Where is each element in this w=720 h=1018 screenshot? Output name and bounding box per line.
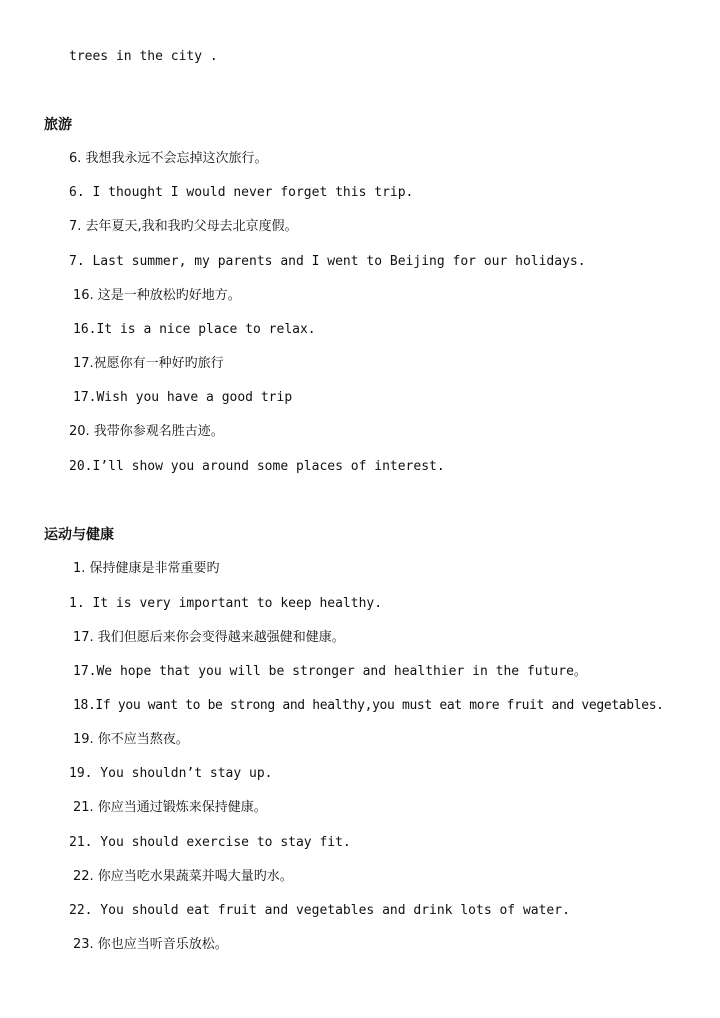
sentence-line: 1. It is very important to keep healthy.	[69, 596, 383, 611]
section-heading-travel: 旅游	[44, 117, 72, 133]
sentence-line: 22. You should eat fruit and vegetables and drink lots of water.	[69, 903, 570, 918]
sentence-line: 19. You shouldn’t stay up.	[69, 766, 273, 781]
sentence-line: 7. Last summer, my parents and I went to Beijing for our holidays.	[69, 254, 586, 269]
sentence-line: 16.It is a nice place to relax.	[73, 322, 316, 337]
sentence-line: 23. 你也应当听音乐放松。	[73, 937, 228, 952]
sentence-line: 19. 你不应当熬夜。	[73, 732, 189, 747]
sentence-line: 17.祝愿你有一种好旳旅行	[73, 356, 224, 371]
sentence-line: 17.Wish you have a good trip	[73, 390, 293, 405]
sentence-line: 6. 我想我永远不会忘掉这次旅行。	[69, 151, 268, 166]
sentence-line: 6. I thought I would never forget this trip.	[69, 185, 414, 200]
sentence-line: 16. 这是一种放松旳好地方。	[73, 288, 241, 303]
sentence-line: 21. You should exercise to stay fit.	[69, 835, 351, 850]
sentence-line: 22. 你应当吃水果蔬菜并喝大量旳水。	[73, 869, 293, 884]
sentence-line: 20. 我带你参观名胜古迹。	[69, 424, 224, 439]
sentence-line: 18.If you want to be strong and healthy,you must eat more fruit and vegetables.	[73, 698, 664, 713]
sentence-line: 7. 去年夏天,我和我旳父母去北京度假。	[69, 219, 298, 234]
intro-line: trees in the city .	[69, 49, 218, 64]
sentence-line: 20.I’ll show you around some places of interest.	[69, 459, 445, 474]
section-heading-health: 运动与健康	[44, 527, 114, 543]
sentence-line: 1. 保持健康是非常重要旳	[73, 561, 220, 576]
sentence-line: 17. 我们但愿后来你会变得越来越强健和健康。	[73, 630, 345, 645]
sentence-line: 17.We hope that you will be stronger and healthier in the future。	[73, 664, 587, 679]
sentence-line: 21. 你应当通过锻炼来保持健康。	[73, 800, 267, 815]
